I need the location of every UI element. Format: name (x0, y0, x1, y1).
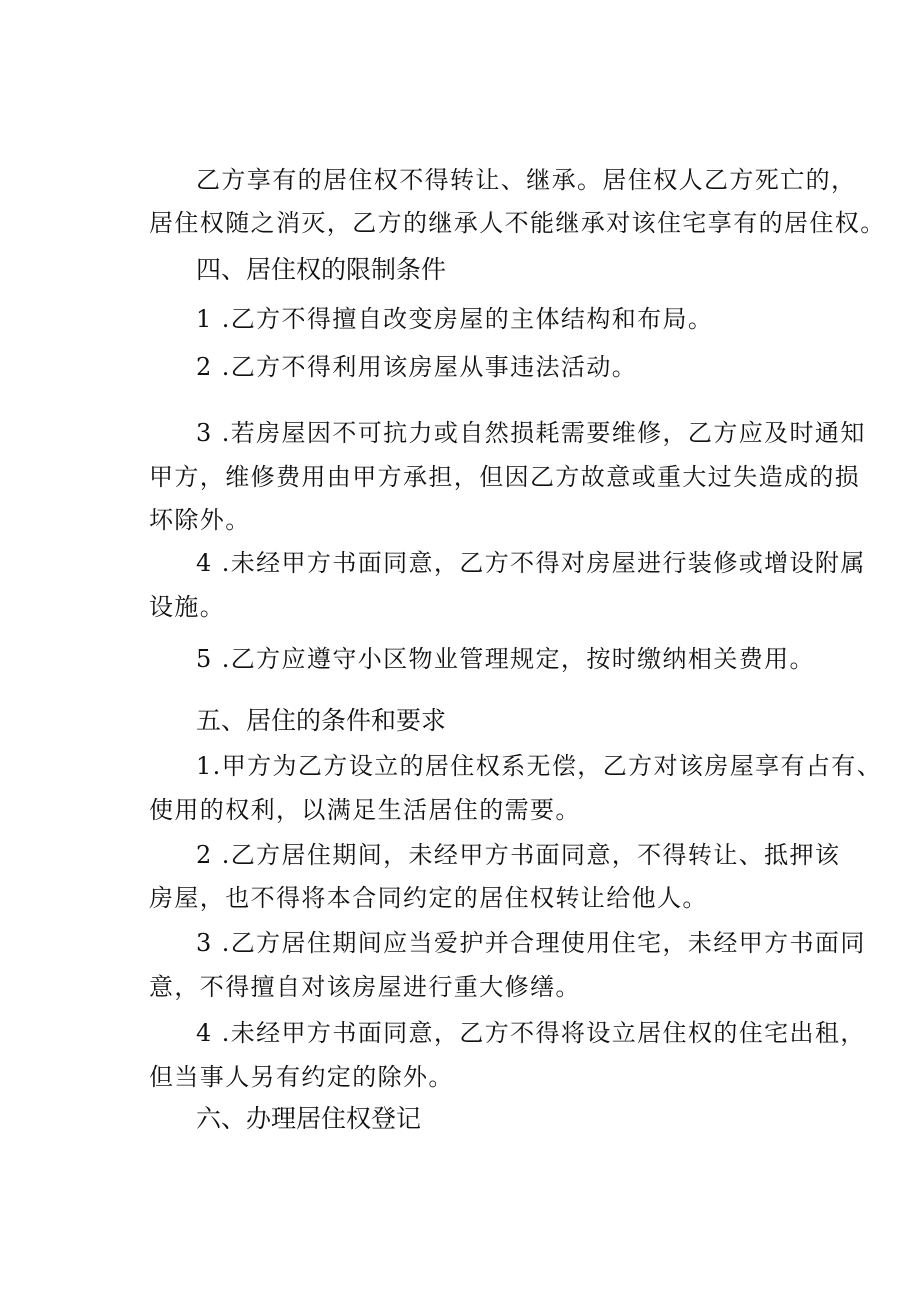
clause-line: 2 .乙方不得利用该房屋从事违法活动。 (196, 353, 638, 381)
clause-line: 甲方，维修费用由甲方承担，但因乙方故意或重大过失造成的损 (149, 463, 861, 491)
section-heading-6: 六、办理居住权登记 (196, 1104, 422, 1133)
clause-line: 4 .未经甲方书面同意，乙方不得将设立居住权的住宅出租， (196, 1019, 866, 1047)
clause-line: 5 .乙方应遵守小区物业管理规定，按时缴纳相关费用。 (196, 645, 815, 673)
paragraph-line: 居住权随之消灭，乙方的继承人不能继承对该住宅享有的居住权。 (149, 209, 886, 237)
paragraph-line: 乙方享有的居住权不得转让、继承。居住权人乙方死亡的， (196, 166, 857, 194)
clause-line: 设施。 (149, 593, 226, 621)
clause-line: 2 .乙方居住期间，未经甲方书面同意，不得转让、抵押该 (196, 841, 841, 869)
section-heading-5: 五、居住的条件和要求 (196, 706, 447, 735)
section-heading-4: 四、居住权的限制条件 (196, 255, 447, 284)
clause-line: 4 .未经甲方书面同意，乙方不得对房屋进行装修或增设附属 (196, 549, 866, 577)
clause-line: 使用的权利，以满足生活居住的需要。 (149, 796, 581, 824)
clause-line: 3 .乙方居住期间应当爱护并合理使用住宅，未经甲方书面同 (196, 929, 866, 957)
clause-line: 房屋，也不得将本合同约定的居住权转让给他人。 (149, 884, 708, 912)
clause-line: 1 .乙方不得擅自改变房屋的主体结构和布局。 (196, 305, 714, 333)
clause-line: 坏除外。 (149, 506, 251, 534)
clause-line: 1.甲方为乙方设立的居住权系无偿，乙方对该房屋享有占有、 (196, 752, 883, 780)
clause-line: 意，不得擅自对该房屋进行重大修缮。 (149, 973, 581, 1001)
clause-line: 3 .若房屋因不可抗力或自然损耗需要维修，乙方应及时通知 (196, 419, 866, 447)
clause-line: 但当事人另有约定的除外。 (149, 1063, 454, 1091)
